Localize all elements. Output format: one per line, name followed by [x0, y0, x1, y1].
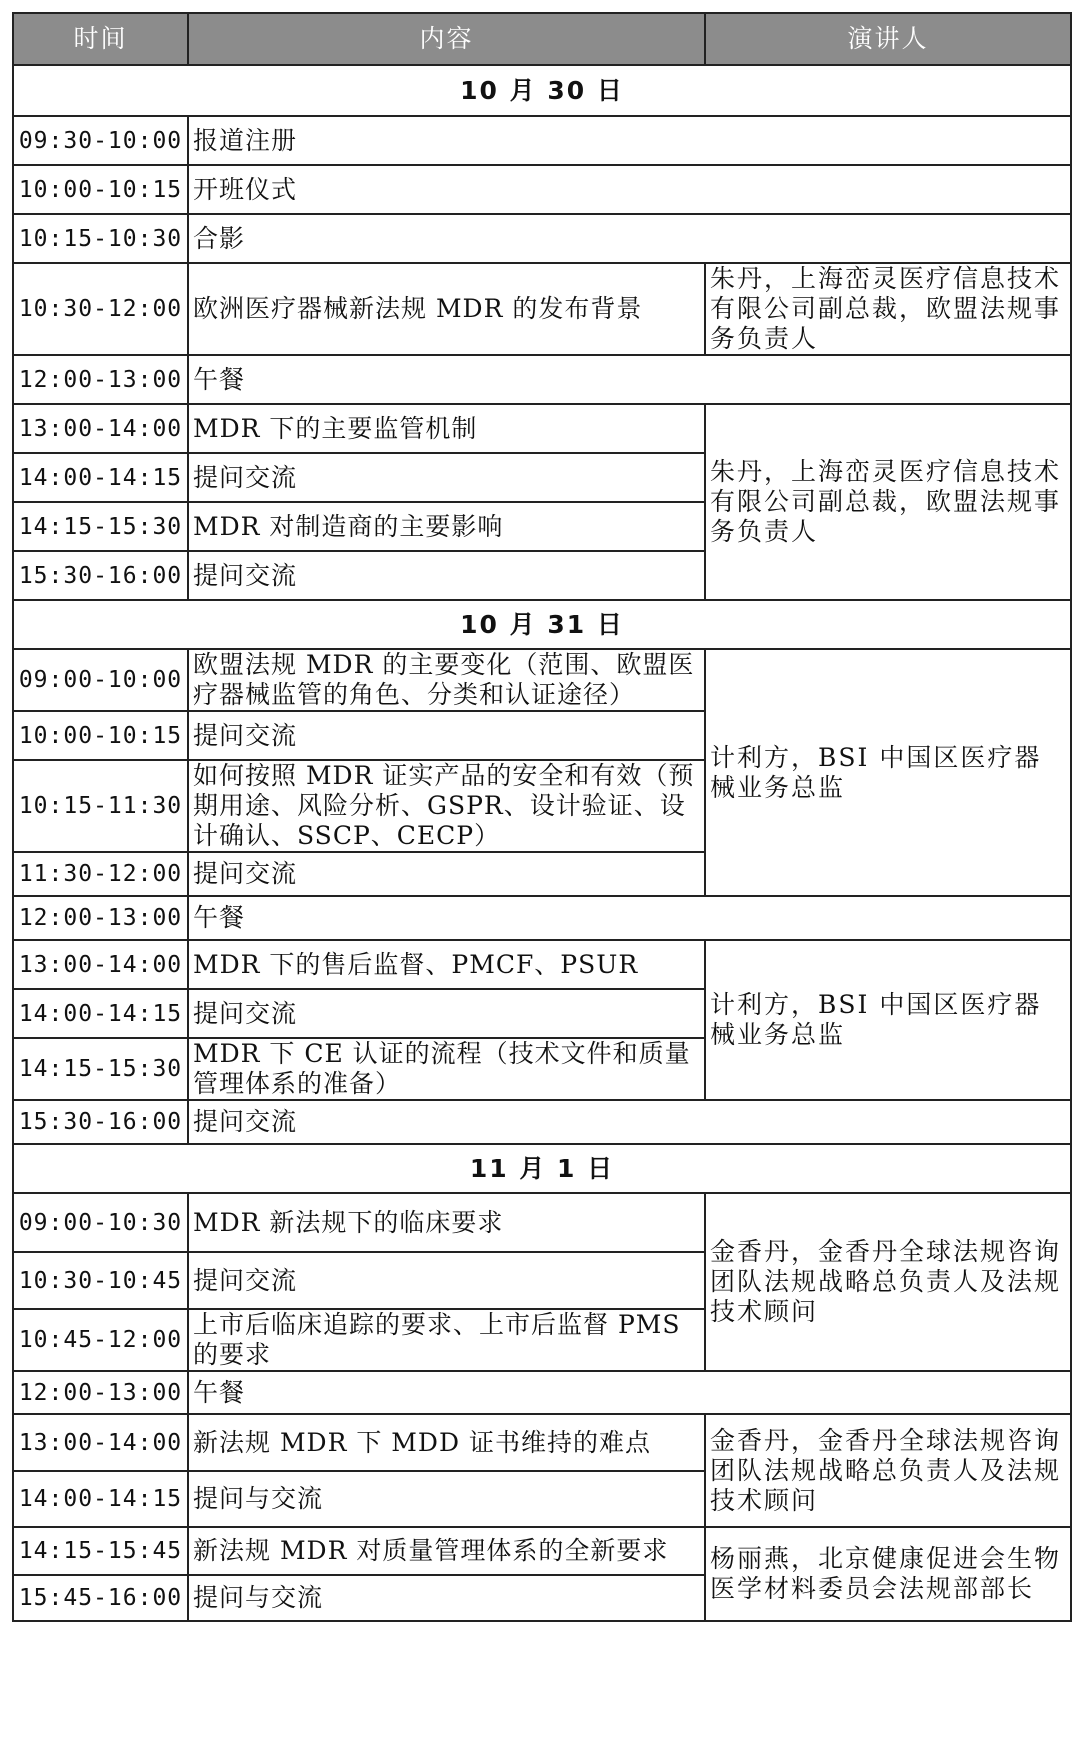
speaker-cell: 朱丹，上海峦灵医疗信息技术有限公司副总裁，欧盟法规事务负责人: [705, 404, 1071, 600]
content-cell: 开班仪式: [188, 165, 1071, 214]
content-cell: 午餐: [188, 1371, 1071, 1414]
content-cell: 提问与交流: [188, 1471, 705, 1527]
day-row: [13, 600, 1071, 649]
day-title: 10 月 31 日: [13, 600, 1071, 649]
time-cell: 10:15-11:30: [13, 760, 188, 852]
time-cell: 14:15-15:30: [13, 502, 188, 551]
time-cell: 10:30-12:00: [13, 263, 188, 355]
time-cell: 09:00-10:00: [13, 649, 188, 711]
day-row: [13, 1144, 1071, 1193]
header-speaker: 演讲人: [705, 13, 1071, 65]
content-cell: MDR 下 CE 认证的流程（技术文件和质量管理体系的准备）: [188, 1038, 705, 1100]
time-cell: 14:00-14:15: [13, 453, 188, 502]
time-cell: 09:00-10:30: [13, 1193, 188, 1252]
time-cell: 14:15-15:30: [13, 1038, 188, 1100]
table-row: [13, 1414, 1071, 1471]
time-cell: 14:15-15:45: [13, 1527, 188, 1575]
content-cell: MDR 下的售后监督、PMCF、PSUR: [188, 940, 705, 989]
content-cell: MDR 下的主要监管机制: [188, 404, 705, 453]
table-row: [13, 1371, 1071, 1414]
time-cell: 13:00-14:00: [13, 1414, 188, 1471]
content-cell: 如何按照 MDR 证实产品的安全和有效（预期用途、风险分析、GSPR、设计验证、设计确认、SSCP、CECP）: [188, 760, 705, 852]
content-cell: MDR 对制造商的主要影响: [188, 502, 705, 551]
time-cell: 11:30-12:00: [13, 852, 188, 896]
table-row: [13, 1100, 1071, 1144]
agenda-table: [12, 12, 1072, 1622]
content-cell: 提问交流: [188, 551, 705, 600]
time-cell: 10:00-10:15: [13, 165, 188, 214]
speaker-cell: 朱丹，上海峦灵医疗信息技术有限公司副总裁，欧盟法规事务负责人: [705, 263, 1071, 355]
time-cell: 09:30-10:00: [13, 116, 188, 165]
time-cell: 10:15-10:30: [13, 214, 188, 263]
time-cell: 10:00-10:15: [13, 711, 188, 760]
table-row: [13, 940, 1071, 989]
content-cell: 新法规 MDR 对质量管理体系的全新要求: [188, 1527, 705, 1575]
content-cell: 提问交流: [188, 1252, 705, 1309]
speaker-cell: 金香丹，金香丹全球法规咨询团队法规战略总负责人及法规技术顾问: [705, 1193, 1071, 1371]
table-row: [13, 355, 1071, 404]
time-cell: 10:45-12:00: [13, 1309, 188, 1371]
table-row: [13, 404, 1071, 453]
time-cell: 12:00-13:00: [13, 896, 188, 940]
time-cell: 15:30-16:00: [13, 551, 188, 600]
day-row: [13, 65, 1071, 116]
table-row: [13, 214, 1071, 263]
content-cell: 提问与交流: [188, 1575, 705, 1621]
speaker-cell: 杨丽燕，北京健康促进会生物医学材料委员会法规部部长: [705, 1527, 1071, 1621]
table-row: [13, 1193, 1071, 1252]
header-time: 时间: [13, 13, 188, 65]
content-cell: 合影: [188, 214, 1071, 263]
time-cell: 12:00-13:00: [13, 355, 188, 404]
content-cell: 提问交流: [188, 852, 705, 896]
speaker-cell: 计利方，BSI 中国区医疗器械业务总监: [705, 649, 1071, 896]
time-cell: 12:00-13:00: [13, 1371, 188, 1414]
time-cell: 15:45-16:00: [13, 1575, 188, 1621]
table-row: [13, 1527, 1071, 1575]
table-row: [13, 263, 1071, 355]
content-cell: 午餐: [188, 355, 1071, 404]
content-cell: 提问交流: [188, 453, 705, 502]
content-cell: 提问交流: [188, 1100, 1071, 1144]
day-title: 10 月 30 日: [13, 65, 1071, 116]
header-row: [13, 13, 1071, 65]
content-cell: MDR 新法规下的临床要求: [188, 1193, 705, 1252]
content-cell: 提问交流: [188, 989, 705, 1038]
time-cell: 14:00-14:15: [13, 1471, 188, 1527]
speaker-cell: 金香丹，金香丹全球法规咨询团队法规战略总负责人及法规技术顾问: [705, 1414, 1071, 1527]
content-cell: 欧盟法规 MDR 的主要变化（范围、欧盟医疗器械监管的角色、分类和认证途径）: [188, 649, 705, 711]
day-title: 11 月 1 日: [13, 1144, 1071, 1193]
speaker-cell: 计利方，BSI 中国区医疗器械业务总监: [705, 940, 1071, 1100]
time-cell: 10:30-10:45: [13, 1252, 188, 1309]
content-cell: 报道注册: [188, 116, 1071, 165]
time-cell: 15:30-16:00: [13, 1100, 188, 1144]
table-row: [13, 165, 1071, 214]
content-cell: 欧洲医疗器械新法规 MDR 的发布背景: [188, 263, 705, 355]
table-row: [13, 116, 1071, 165]
time-cell: 13:00-14:00: [13, 940, 188, 989]
time-cell: 14:00-14:15: [13, 989, 188, 1038]
table-row: [13, 896, 1071, 940]
content-cell: 新法规 MDR 下 MDD 证书维持的难点: [188, 1414, 705, 1471]
table-row: [13, 649, 1071, 711]
content-cell: 提问交流: [188, 711, 705, 760]
content-cell: 上市后临床追踪的要求、上市后监督 PMS 的要求: [188, 1309, 705, 1371]
content-cell: 午餐: [188, 896, 1071, 940]
header-content: 内容: [188, 13, 705, 65]
time-cell: 13:00-14:00: [13, 404, 188, 453]
